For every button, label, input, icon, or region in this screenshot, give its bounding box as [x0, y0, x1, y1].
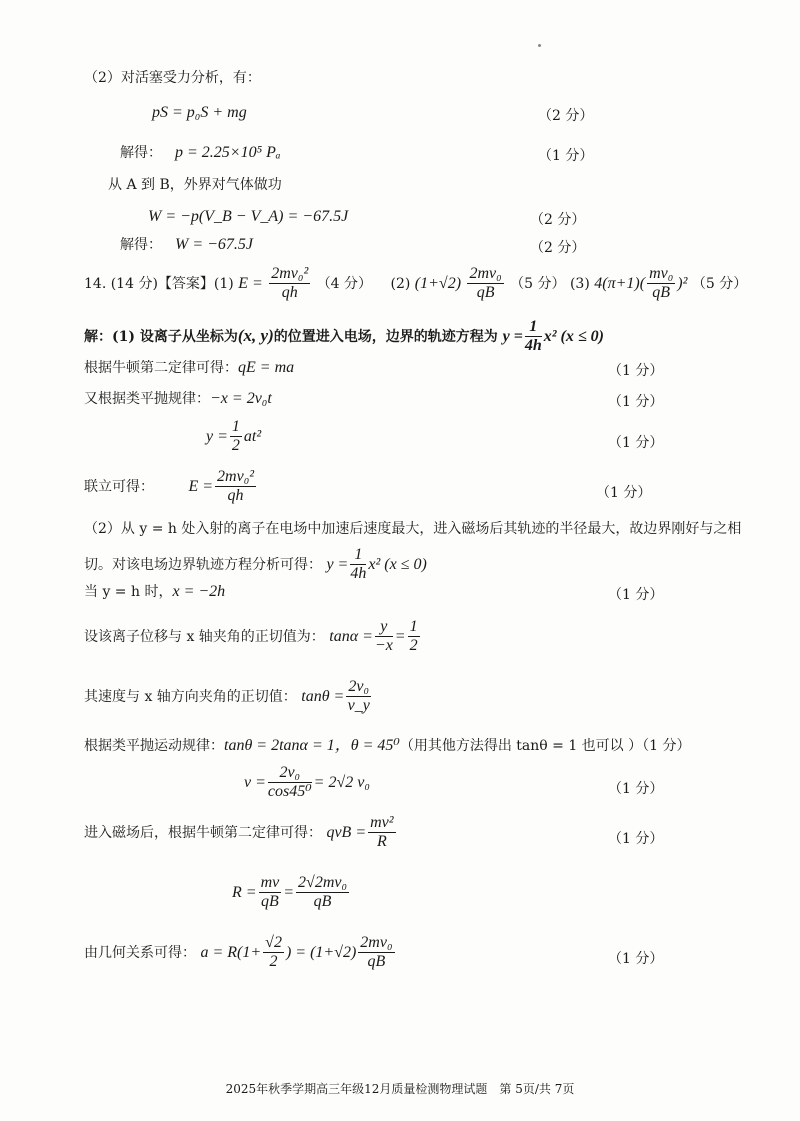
points: （1 分） — [608, 781, 664, 797]
eq-pressure-result: p = 2.25×10⁵ Pₐ — [175, 144, 281, 161]
points: （2 分） — [530, 240, 586, 256]
work-intro: 从 A 到 B，外界对气体做功 — [108, 177, 282, 193]
fraction: $\frac{\text{2mv₀²}}{qh}$ — [271, 265, 309, 302]
sol-p6: 根据类平抛运动规律：tanθ = 2tanα = 1，θ = 45⁰（用其他方法得出 tanθ = 1 也可以 ）（1 分） — [84, 737, 691, 754]
solve-label: 解得： — [120, 237, 162, 253]
solve-label: 解得： — [120, 145, 162, 161]
sol-line-4: y = $\frac{1}{2}$ at² — [206, 418, 262, 455]
sol-line-2: 根据牛顿第二定律可得：qE = ma — [84, 359, 295, 376]
points: （1 分） — [596, 485, 652, 501]
eq-work-result: W = −67.5J — [175, 236, 254, 253]
q14-answer-line: 14. (14 分)【答案】(1) E = $\frac{\text{2mv₀²}}{qh}$ （4 分） (2) (1+√2) $\frac{\text{2mv₀}}{qB}$ （5 分） (3) 4(π+1)( $\frac{\text{mv₀}}{qB}$ )² （5 分） — [84, 265, 748, 302]
page-footer: 2025年秋季学期高三年级12月质量检测物理试题 第 5页/共 7页 — [225, 1082, 575, 1096]
sol-line-3: 又根据类平抛规律：−x = 2v₀t — [84, 390, 272, 407]
q14-header: 14. (14 分)【答案】(1) — [84, 275, 234, 292]
points: （1 分） — [608, 831, 664, 847]
sol-p10: 由几何关系可得： a = R(1+ $\frac{√2}{2}$ ) = (1+√2) $\frac{\text{2mv₀}}{qB}$ — [84, 934, 393, 971]
points: （1 分） — [608, 394, 664, 410]
sol-p4: 设该离子位移与 x 轴夹角的正切值为： tanα = $\frac{y}{-x}$ = $\frac{1}{2}$ — [84, 618, 418, 655]
sol-p8: 进入磁场后，根据牛顿第二定律可得： qvB = $\frac{\text{mv²}}{R}$ — [84, 814, 394, 851]
points: （1 分） — [608, 587, 664, 603]
sol-line-1: 解：(1) 设离子从坐标为(x, y)的位置进入电场，边界的轨迹方程为 y = $\frac{1}{4h}$ x² (x ≤ 0) — [84, 318, 604, 355]
gas-intro: （2）对活塞受力分析，有： — [84, 70, 261, 86]
fraction: $\frac{\text{2mv₀}}{qB}$ — [469, 265, 502, 302]
fraction: $\frac{\text{mv₀}}{qB}$ — [649, 265, 674, 302]
points: （2 分） — [538, 108, 594, 124]
points: （1 分） — [608, 951, 664, 967]
sol-p3: 当 y = h 时，x = −2h — [84, 583, 226, 600]
sol-p2-line1: （2）从 y = h 处入射的离子在电场中加速后速度最大，进入磁场后其轨迹的半径最大，故边界刚好与之相 — [84, 521, 742, 537]
points: （1 分） — [608, 363, 664, 379]
points: （2 分） — [530, 212, 586, 228]
sol-p2-line2: 切。对该电场边界轨迹方程分析可得： y = $\frac{1}{4h}$ x² (x ≤ 0) — [84, 546, 427, 583]
sol-p5: 其速度与 x 轴方向夹角的正切值： tanθ = $\frac{\text{2v₀}}{v\_y}$ — [84, 678, 370, 715]
sol-p7: v = $\frac{\text{2v₀}}{\text{cos45⁰}}$ = 2√2 v₀ — [244, 764, 370, 801]
sol-p9: R = $\frac{mv}{qB}$ = $\frac{\text{2√2mv₀}}{qB}$ — [232, 874, 348, 911]
points: （1 分） — [538, 148, 594, 164]
points: （1 分） — [608, 435, 664, 451]
eq-work: W = −p(V_B − V_A) = −67.5J — [148, 208, 349, 225]
scan-dot — [538, 44, 541, 47]
eq-pressure-balance: pS = p₀S + mg — [152, 104, 247, 121]
sol-line-5: 联立可得： E = $\frac{\text{2mv₀²}}{qh}$ — [84, 468, 255, 505]
